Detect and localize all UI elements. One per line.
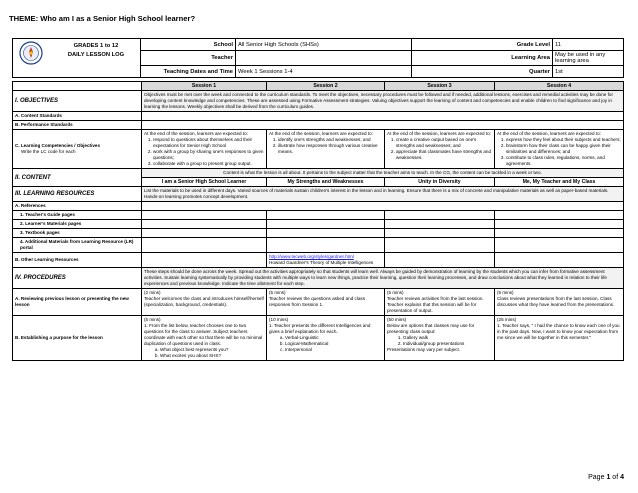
area-label: Learning Area — [412, 51, 553, 66]
procedure-text: Class reviews presentations from the last session. Class discusses what they have learned from the presentations. — [497, 296, 615, 307]
list-item: 1. respond to questions about themselves and their expectations for Senior High School — [153, 137, 264, 149]
competencies-intro: At the end of the session, learners are expected to: — [144, 131, 248, 136]
procedure-text: 1. From the list below, teacher chooses one to two questions for the class to answer. Subject teachers coordinate with each other so that there will be no minimal duplication of questions used in class. — [144, 323, 263, 346]
time-allotment: (2 mins) — [144, 290, 161, 295]
competencies-sublabel: Write the LC code for each — [21, 149, 76, 154]
purpose-session-3 — [385, 316, 495, 361]
grades-label: GRADES 1 to 12 — [73, 43, 119, 49]
competencies-intro: At the end of the session, learners are expected to: — [497, 131, 601, 136]
review-session-4 — [495, 289, 624, 316]
review-session-3 — [385, 289, 495, 316]
time-allotment: (5 mins) — [269, 290, 286, 295]
references-label: A. References — [13, 202, 142, 211]
learners-materials-label: 2. Learner's Materials pages — [13, 220, 142, 229]
area-value: May be used in any learning area — [553, 51, 624, 66]
list-item: 3. contribute to class rules, regulations, norms, and agreements. — [506, 155, 621, 167]
purpose-session-1 — [142, 316, 267, 361]
list-item: a. Verbal-Linguistic — [285, 335, 382, 341]
quarter-value: 1st — [553, 66, 624, 78]
list-item: 2. illustrate how responses through various creative means. — [278, 143, 382, 155]
of-word: of — [612, 474, 619, 481]
content-label: II. CONTENT — [13, 169, 142, 187]
corner-cell — [13, 82, 142, 91]
time-allotment: (10 mins) — [269, 317, 289, 322]
purpose-label: B. Establishing a purpose for the lesson — [13, 316, 142, 361]
grade-label: Grade Level — [412, 39, 553, 51]
procedure-text: 1. Teacher presents the different Intelligences and gives a brief explanation for each. — [269, 323, 371, 334]
performance-standards-value — [142, 121, 624, 130]
quarter-label: Quarter — [412, 66, 553, 78]
time-allotment: (5 mins) — [144, 317, 161, 322]
list-item: 1. express how they feel about their subjects and teachers; — [506, 137, 621, 143]
list-item: b. Logical-Mathematical — [285, 341, 382, 347]
competencies-session-3 — [385, 130, 495, 169]
procedures-note: These steps should be done across the week. Spread out the activities appropriately so that students will learn well. Always be guided by demonstration of learning by the students which you can infer from formative assessment activities. Sustain learning systematically by providing students with multiple ways to learn new things, practice their learning, question their learning processes, and draw conclusions about what they learned in relation to their life experiences and previous knowledge. Indicate the time allotment for each step. — [142, 268, 624, 289]
review-session-2 — [267, 289, 385, 316]
school-value: All Senior High Schools (SHSs) — [236, 39, 412, 51]
list-item: 2. brainstorm how their class can be happy given their similarities and differences; and — [506, 143, 621, 155]
list-item: 2. appreciate that classmates have strengths and weaknesses. — [396, 149, 492, 161]
performance-standards-label: B. Performance Standards — [13, 121, 142, 130]
header-table — [12, 38, 624, 78]
competencies-session-2 — [267, 130, 385, 169]
competencies-session-4 — [495, 130, 624, 169]
purpose-session-2 — [267, 316, 385, 361]
content-note: Content is what the lesson is all about. It pertains to the subject matter that the teacher aims to teach. In the CG, the content can be tackled in a week or two. — [142, 169, 624, 178]
session-4-header: Session 4 — [495, 82, 624, 91]
list-item: 1. Gallery walk — [403, 335, 492, 341]
gardner-link-desc: Howard Gaardner's Theory of Multiple Intelligences — [269, 260, 374, 265]
content-standards-label: A. Content Standards — [13, 112, 142, 121]
grade-value: 11 — [553, 39, 624, 51]
procedure-text: Teacher reviews the questions asked and class responses from Session 1. — [269, 296, 366, 307]
dates-value: Week 1 Sessions 1-4 — [236, 66, 412, 78]
log-label: DAILY LESSON LOG — [67, 52, 125, 58]
purpose-session-4 — [495, 316, 624, 361]
page-theme: THEME: Who am I as a Senior High School learner? — [9, 14, 196, 23]
page-number: 1 — [606, 474, 611, 481]
objectives-label: I. OBJECTIVES — [13, 91, 142, 112]
page-indicator — [588, 474, 624, 481]
session-3-header: Session 3 — [385, 82, 495, 91]
gardner-link[interactable]: http://www.tecweb.org/styles/gardner.html — [269, 254, 354, 259]
list-item: 3. collaborate with a group to present group output. — [153, 161, 264, 167]
time-allotment: (5 mins) — [497, 290, 514, 295]
list-item: 2. work with a group by sharing one's responses to given questions; — [153, 149, 264, 161]
list-item: 2. Individual/group presentations — [403, 341, 492, 347]
competencies-label: C. Learning Competencies / Objectives — [15, 143, 101, 148]
content-title-4: Me, My Teacher and My Class — [495, 178, 624, 187]
list-item: 1. identify one's strengths and weaknesses; and — [278, 137, 382, 143]
list-item: b. What excites you about SHS? — [160, 353, 264, 359]
list-item: 1. create a creative output based on one's strengths and weaknesses; and — [396, 137, 492, 149]
teacher-value — [236, 51, 412, 66]
procedure-text: Presentations may vary per subject. — [387, 347, 461, 352]
list-item: a. What object best represents you? — [160, 347, 264, 353]
competencies-label-cell — [13, 130, 142, 169]
other-resources-session-2 — [267, 253, 385, 268]
procedures-label: IV. PROCEDURES — [13, 268, 142, 289]
content-title-2: My Strengths and Weaknesses — [267, 178, 385, 187]
other-resources-label: B. Other Learning Resources — [13, 253, 142, 268]
competencies-session-1 — [142, 130, 267, 169]
session-2-header: Session 2 — [267, 82, 385, 91]
resources-label: III. LEARNING RESOURCES — [13, 187, 142, 202]
list-item: c. Interpersonal — [285, 347, 382, 353]
lr-portal-label: 4. Additional Materials from Learning Resource (LR) portal — [13, 238, 142, 253]
competencies-intro: At the end of the session, learners are expected to: — [387, 131, 491, 136]
dates-label: Teaching Dates and Time — [141, 66, 236, 78]
content-standards-value — [142, 112, 624, 121]
lesson-log-table — [12, 81, 624, 361]
time-allotment: (25 mins) — [497, 317, 517, 322]
deped-seal-icon — [19, 41, 43, 65]
procedure-text: 1. Teacher says, " I had the chance to know each one of you in the past days. Now, I want to know your expectation from me since we will be together in this semester." — [497, 323, 620, 340]
page-word: Page — [588, 474, 605, 481]
time-allotment: (50 mins) — [387, 317, 407, 322]
teacher-label: Teacher — [141, 51, 236, 66]
procedure-text: Teacher welcomes the class and introduces himself/herself (specialization, background, credentials). — [144, 296, 264, 307]
content-title-3: Unity in Diversity — [385, 178, 495, 187]
content-title-1: I am a Senior High School Learner — [142, 178, 267, 187]
objectives-note: Objectives must be met over the week and connected to the curriculum standards. To meet the objectives, necessary procedures must be followed and if needed, additional lessons, exercises and remedial activities may be done for developing content knowledge and competencies. These are assessed using Formative Assessment strategies. Valuing objectives support the learning of content and competencies and enable children to find significance and joy in learning the lessons. Weekly objectives shall be derived from the curriculum guides. — [142, 91, 624, 112]
review-label: A. Reviewing previous lesson or presenting the new lesson — [13, 289, 142, 316]
procedure-text: Below are options that classes may use for presenting class output: — [387, 323, 475, 334]
competencies-intro: At the end of the session, learners are expected to: — [269, 131, 373, 136]
page-total: 4 — [620, 474, 624, 481]
time-allotment: (5 mins) — [387, 290, 404, 295]
references-value — [142, 202, 624, 211]
procedure-text: Teacher reviews activities from the last session. Teacher explains that this session will be for presentation of output. — [387, 296, 484, 313]
teachers-guide-label: 1. Teacher's Guide pages — [13, 211, 142, 220]
textbook-label: 3. Textbook pages — [13, 229, 142, 238]
logo-cell — [13, 39, 141, 78]
session-1-header: Session 1 — [142, 82, 267, 91]
school-label: School — [141, 39, 236, 51]
resources-note: List the materials to be used in different days. Varied sources of materials sustain children's interest in the lesson and in learning. Ensure that there is a mix of concrete and manipulative materials as well as paper-based materials. Hands-on learning promotes concept development. — [142, 187, 624, 202]
review-session-1 — [142, 289, 267, 316]
